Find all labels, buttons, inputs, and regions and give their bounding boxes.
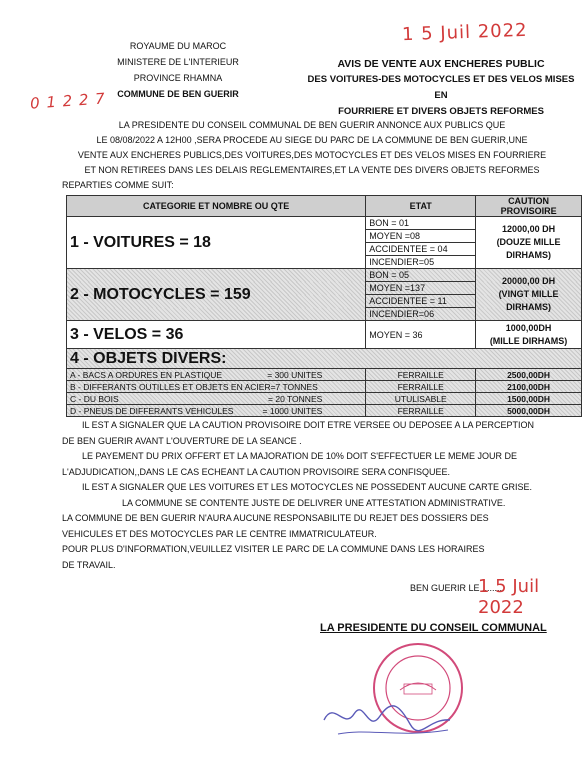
- table-row: [67, 269, 582, 282]
- etat-cell: BON = 05: [366, 269, 476, 282]
- etat-cell: MOYEN =08: [366, 230, 476, 243]
- handwritten-date-top: 1 5 Juil 2022: [401, 19, 528, 46]
- caution-words: DIRHAMS): [506, 302, 552, 312]
- note-line: IL EST A SIGNALER QUE LES VOITURES ET LES MOTOCYCLES NE POSSEDENT AUCUNE CARTE GRISE.: [82, 482, 532, 492]
- header-left: [88, 38, 268, 102]
- divers-caution: 5000,00DH: [476, 405, 582, 417]
- table-header-row: [67, 196, 582, 217]
- note-line: DE TRAVAIL.: [62, 559, 116, 570]
- caution-voitures: [476, 217, 582, 269]
- intro-line: LA PRESIDENTE DU CONSEIL COMMUNAL DE BEN GUERIR ANNONCE AUX PUBLICS QUE: [118, 120, 506, 130]
- divers-item: B - DIFFERANTS OUTILLES ET OBJETS EN ACIER=7 TONNES: [67, 381, 366, 393]
- intro-line: VENTE AUX ENCHERES PUBLICS,DES VOITURES,DES MOTOCYCLES ET DES VELOS MISES EN FOURRIERE: [77, 150, 547, 160]
- category-voitures: 1 - VOITURES = 18: [67, 217, 366, 269]
- note-line: POUR PLUS D'INFORMATION,VEUILLEZ VISITER LE PARC DE LA COMMUNE DANS LES HORAIRES: [62, 544, 485, 554]
- notice-subtitle-1: DES VOITURES-DES MOTOCYCLES ET DES VELOS MISES EN: [307, 74, 575, 101]
- signature-icon: [318, 690, 468, 746]
- auction-table: [66, 195, 582, 417]
- category-motocycles: 2 - MOTOCYCLES = 159: [67, 269, 366, 321]
- etat-cell: MOYEN = 36: [366, 321, 476, 349]
- table-row: [67, 321, 582, 349]
- signoff-place: BEN GUERIR LE .........: [410, 583, 505, 593]
- col-header-etat: ETAT: [366, 196, 476, 217]
- caution-amount: 20000,00 DH: [502, 276, 556, 286]
- table-row: [67, 393, 582, 405]
- intro-line: REPARTIES COMME SUIT:: [62, 180, 174, 190]
- handwritten-date-bottom: 1 5 Juil 2022: [478, 576, 540, 618]
- intro-line: ET NON RETIREES DANS LES DELAIS REGLEMENTAIRES,ET LA VENTE DES DIVERS OBJETS REFORMES: [84, 165, 540, 175]
- note-line: VEHICULES ET DES MOTOCYCLES PAR LE CENTRE IMMATRICULATEUR.: [62, 528, 377, 539]
- note-line: LA COMMUNE SE CONTENTE JUSTE DE DELIVRER UNE ATTESTATION ADMINISTRATIVE.: [122, 497, 506, 508]
- divers-item: A - BACS A ORDURES EN PLASTIQUE = 300 UNITES: [67, 369, 366, 381]
- divers-etat: FERRAILLE: [366, 405, 476, 417]
- etat-cell: BON = 01: [366, 217, 476, 230]
- divers-caution: 1500,00DH: [476, 393, 582, 405]
- notice-title: AVIS DE VENTE AUX ENCHERES PUBLIC: [337, 58, 545, 70]
- intro-line: LE 08/08/2022 A 12H00 ,SERA PROCEDE AU SIEGE DU PARC DE LA COMMUNE DE BEN GUERIR,UNE: [96, 135, 528, 145]
- etat-cell: ACCIDENTEE = 04: [366, 243, 476, 256]
- table-row: [67, 369, 582, 381]
- caution-words: (DOUZE MILLE: [496, 237, 561, 247]
- header-ministry: MINISTERE DE L'INTERIEUR: [117, 57, 239, 67]
- category-velos: 3 - VELOS = 36: [67, 321, 366, 349]
- caution-velos: [476, 321, 582, 349]
- header-kingdom: ROYAUME DU MAROC: [129, 41, 227, 51]
- header-right: [300, 56, 582, 120]
- notice-subtitle-2: FOURRIERE ET DIVERS OBJETS REFORMES: [338, 106, 544, 117]
- divers-item: D - PNEUS DE DIFFERANTS VEHICULES = 1000 UNITES: [67, 405, 366, 417]
- divers-etat: UTULISABLE: [366, 393, 476, 405]
- note-line: L'ADJUDICATION,,DANS LE CAS ECHEANT LA CAUTION PROVISOIRE SERA CONFISQUEE.: [62, 466, 450, 477]
- signatory-title: LA PRESIDENTE DU CONSEIL COMMUNAL: [320, 622, 547, 634]
- category-divers: 4 - OBJETS DIVERS:: [67, 349, 582, 369]
- col-header-caution: CAUTION PROVISOIRE: [476, 196, 582, 217]
- divers-caution: 2500,00DH: [476, 369, 582, 381]
- divers-etat: FERRAILLE: [366, 369, 476, 381]
- notes-section: [62, 418, 572, 573]
- header-commune: COMMUNE DE BEN GUERIR: [117, 89, 239, 99]
- note-line: LA COMMUNE DE BEN GUERIR N'AURA AUCUNE RESPONSABILITE DU REJET DES DOSSIERS DES: [62, 513, 489, 523]
- caution-amount: 12000,00 DH: [502, 224, 556, 234]
- etat-cell: MOYEN =137: [366, 282, 476, 295]
- caution-words: DIRHAMS): [506, 250, 552, 260]
- note-line: IL EST A SIGNALER QUE LA CAUTION PROVISOIRE DOIT ETRE VERSEE OU DEPOSEE A LA PERCEPTION: [82, 420, 534, 430]
- table-row: [67, 381, 582, 393]
- note-line: LE PAYEMENT DU PRIX OFFERT ET LA MAJORATION DE 10% DOIT S'EFFECTUER LE MEME JOUR DE: [82, 451, 517, 461]
- divers-item: C - DU BOIS = 20 TONNES: [67, 393, 366, 405]
- col-header-category: CATEGORIE ET NOMBRE OU QTE: [67, 196, 366, 217]
- divers-etat: FERRAILLE: [366, 381, 476, 393]
- divers-caution: 2100,00DH: [476, 381, 582, 393]
- table-row: [67, 217, 582, 230]
- table-row: [67, 349, 582, 369]
- intro-paragraph: [62, 118, 562, 193]
- etat-cell: ACCIDENTEE = 11: [366, 295, 476, 308]
- caution-words: (MILLE DIRHAMS): [489, 335, 568, 346]
- reference-number: 0 1 2 2 7: [29, 89, 107, 113]
- etat-cell: INCENDIER=06: [366, 308, 476, 321]
- caution-words: (VINGT MILLE: [498, 289, 559, 299]
- etat-cell: INCENDIER=05: [366, 256, 476, 269]
- note-line: DE BEN GUERIR AVANT L'OUVERTURE DE LA SEANCE .: [62, 435, 302, 446]
- header-province: PROVINCE RHAMNA: [133, 73, 223, 83]
- caution-amount: 1000,00DH: [505, 322, 552, 333]
- caution-motocycles: [476, 269, 582, 321]
- table-row: [67, 405, 582, 417]
